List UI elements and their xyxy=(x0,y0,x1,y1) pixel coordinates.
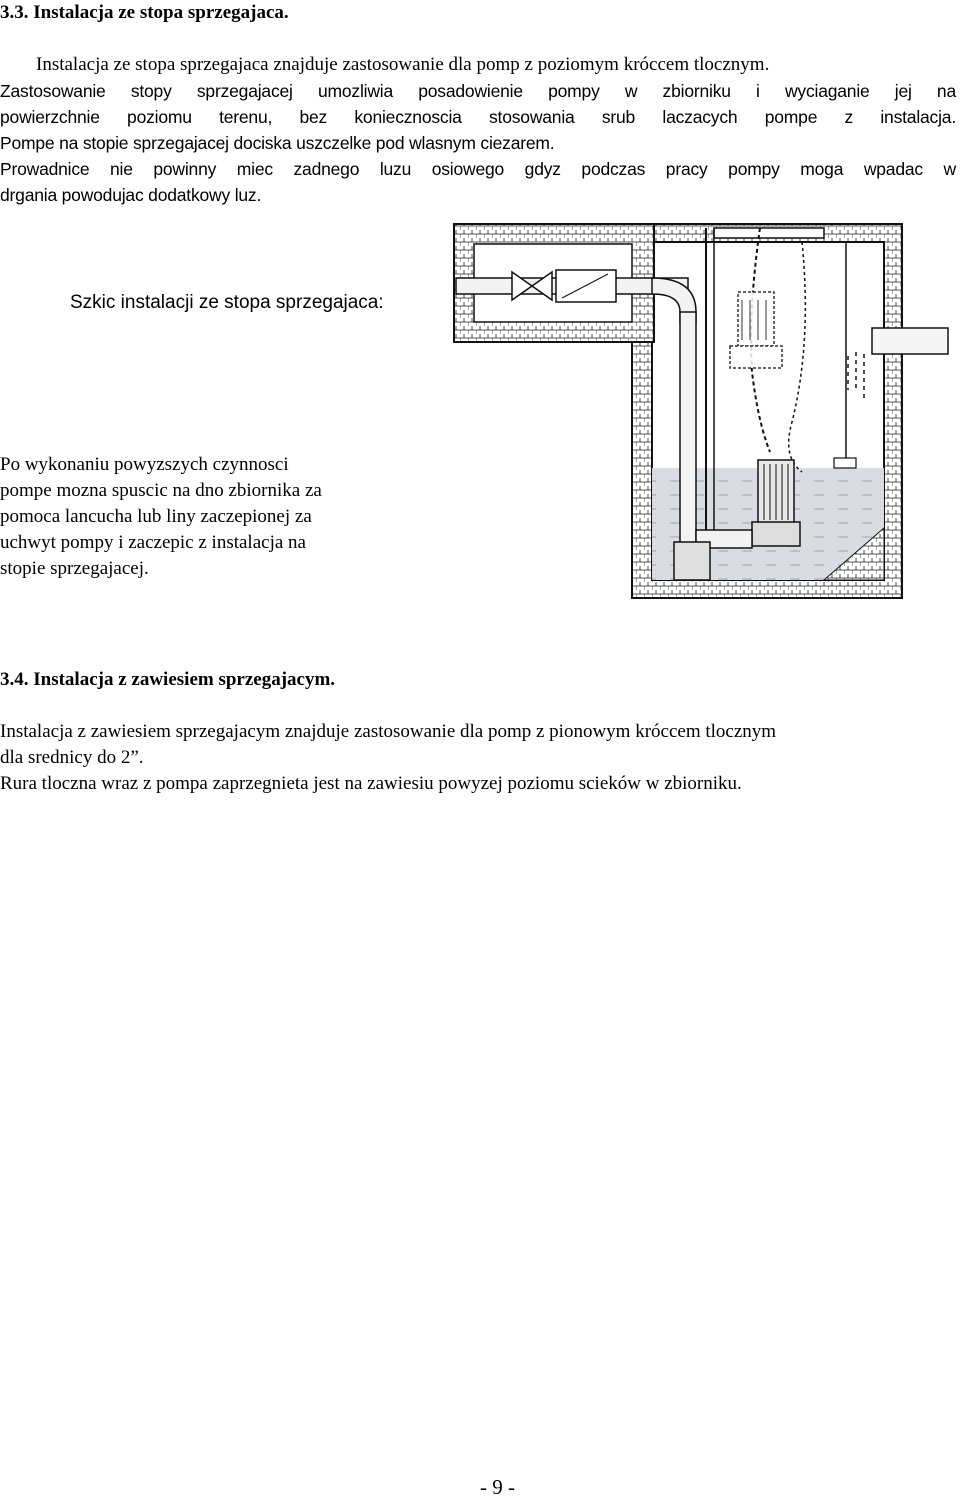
side-text-line: pomoca lancucha lub liny zaczepionej za xyxy=(0,506,312,527)
coupling-foot xyxy=(674,542,710,580)
paragraph-suspension-line: dla srednicy do 2”. xyxy=(0,747,144,768)
side-text-line: Po wykonaniu powyzszych czynnosci xyxy=(0,454,289,475)
paragraph-usage-line: powierzchnie poziomu terenu, bez koniecznoscia stosowania srub laczacych pompe z instalacja. xyxy=(0,107,956,127)
figure-caption: Szkic instalacji ze stopa sprzegajaca: xyxy=(70,292,384,313)
paragraph-discharge: Rura tloczna wraz z pompa zaprzegnieta jest na zawiesiu powyzej poziomu scieków w zbiorniku. xyxy=(0,773,742,794)
paragraph-guides xyxy=(0,156,956,208)
paragraph-suspension xyxy=(0,719,776,771)
inlet-pipe xyxy=(872,328,948,354)
paragraph-guides-line: drgania powodujac dodatkowy luz. xyxy=(0,185,262,205)
side-text-line: stopie sprzegajacej. xyxy=(0,558,149,579)
section-heading-3-3: 3.3. Instalacja ze stopa sprzegajaca. xyxy=(0,2,289,23)
section-heading-3-4: 3.4. Instalacja z zawiesiem sprzegajacym. xyxy=(0,669,336,690)
pump-lifted xyxy=(730,292,782,368)
installation-sketch xyxy=(452,222,952,600)
paragraph-usage-line: Zastosowanie stopy sprzegajacej umozliwia posadowienie pompy w zbiorniku i wyciaganie jej na xyxy=(0,81,956,101)
riser-pipe xyxy=(680,312,696,544)
side-text xyxy=(0,452,322,582)
side-text-line: uchwyt pompy i zaczepic z instalacja na xyxy=(0,532,306,553)
paragraph-usage xyxy=(0,78,956,130)
paragraph-intro: Instalacja ze stopa sprzegajaca znajduje zastosowanie dla pomp z poziomym króccem tlocznym. xyxy=(36,54,770,75)
paragraph-suspension-line: Instalacja z zawiesiem sprzegajacym znajduje zastosowanie dla pomp z pionowym króccem tlocznym xyxy=(0,721,777,742)
page-number: - 9 - xyxy=(480,1475,515,1499)
paragraph-seal: Pompe na stopie sprzegajacej dociska uszczelke pod wlasnym ciezarem. xyxy=(0,133,555,153)
side-text-line: pompe mozna spuscic na dno zbiornika za xyxy=(0,480,322,501)
paragraph-guides-line: Prowadnice nie powinny miec zadnego luzu osiowego gdyz podczas pracy pompy moga wpadac w xyxy=(0,159,956,179)
